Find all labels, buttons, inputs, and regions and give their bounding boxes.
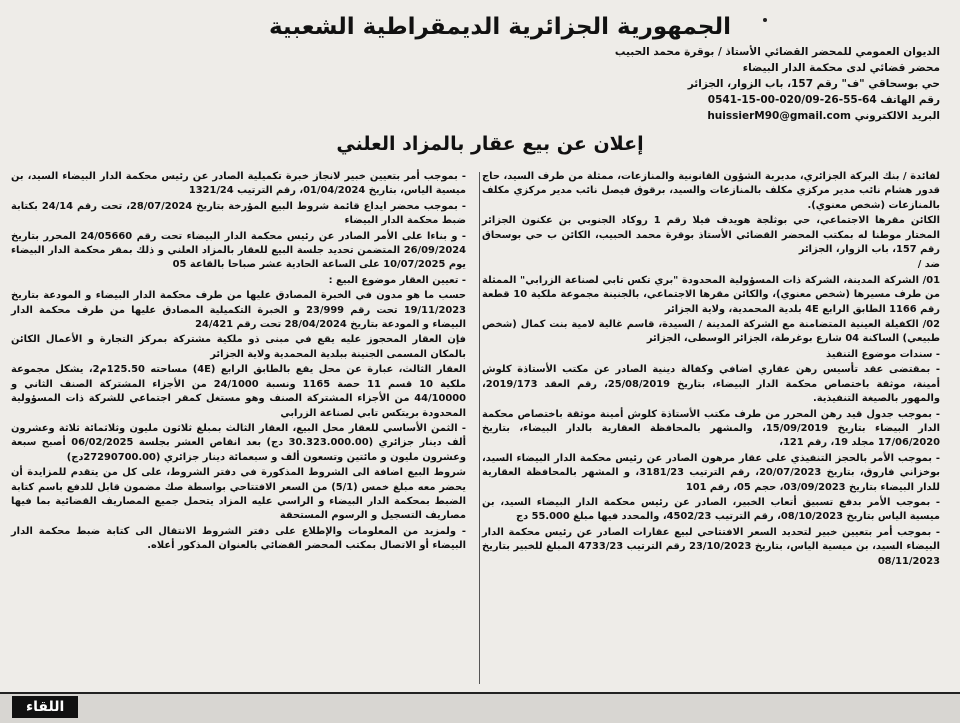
paragraph: - بموجب الأمر بدفع تسبيق أتعاب الخبير، الصادر عن رئيس محكمة الدار البيضاء السيد، بن ميسية الياس بتاريخ 08/10/2023، رقم الترتيب 4502/23، والمحدد فيها مبلغ 55.000 دج: [482, 496, 940, 523]
republic-title: الجمهورية الجزائرية الديمقراطية الشعبية: [268, 14, 732, 40]
header-line: محضر قضائي لدى محكمة الدار البيضاء: [742, 62, 940, 74]
paragraph: 02/ الكفيلة العينية المتضامنة مع الشركة المدينة / السيدة، قاسم غالية لامية بنت كمال (شخص طبيعي) الساكنة 04 شارع بوغرطة، الجزائر الوسطى، الجزائر: [482, 319, 940, 345]
paragraph: - تعيين العقار موضوع البيع :: [328, 274, 466, 286]
announcement-title: إعلان عن بيع عقار بالمزاد العلني: [336, 133, 644, 155]
column-divider: [479, 172, 480, 684]
paragraph: فإن العقار المحجوز عليه يقع في مبنى ذو ملكية مشتركة بمركز التجارة و الأعمال الكائن بالمكان المسمى الجنينة ببلدية المحمدية ولاية الجزائر: [11, 334, 466, 360]
paragraph: الكائن مقرها الاجتماعي، حي بوثلجة هويدف فيلا رقم 1 روكاد الجنوبي بن عكنون الجزائر المختار موطنا له بمكتب المحضر القضائي الأستاذ بوقرة محمد الحبيب، الكائن ب حي بوسحاق رقم 157، باب الزوار، الجزائر: [482, 215, 940, 256]
footer-bar: [0, 692, 960, 723]
paragraph: - بموجب أمر بتعيين خبير لانجاز خبرة تكميلية الصادر عن رئيس محكمة الدار البيضاء السيد، بن ميسية الياس، بتاريخ 01/04/2024، رقم الترتيب 1321/24: [11, 171, 466, 197]
paragraph: حسب ما هو مدون في الخبرة المصادق عليها من طرف محكمة الدار البيضاء و المودعة بتاريخ 19/11/2023 تحت رقم 23/999 و الخبرة التكميلية المصادق عليها من طرف محكمة الدار البيضاء و المودعة بتاريخ 28/04/2024 تحت رقم 24/421: [11, 290, 466, 331]
header-line: رقم الهاتف 64-55-26-020/09-00-15-0541: [707, 94, 940, 106]
right-column: [482, 170, 940, 570]
newspaper-tag: اللقاء: [12, 696, 78, 718]
paragraph: العقار الثالث، عبارة عن محل يقع بالطابق الرابع (4E) مساحته 125.50م2، يشكل مجموعة ملكية 10 قسم 11 حصة 1165 ونسبة 24/1000 من الأجزاء المشتركة الصنف الثاني و 44/10000 من الأجزاء المشتركة الصنف وهو مستغل كمقر اجتماعي للشركة ذات المسؤولية المحدودة بريتكس تابي لصناعة الزرابي: [11, 364, 466, 419]
paragraph: ضد /: [917, 259, 940, 271]
paragraph: - بموجب جدول قيد رهن المحرر من طرف مكتب الأستاذة كلوش أمينة موثقة باختصاص محكمة الدار البيضاء بتاريخ 15/09/2019، والمشهر بالمحافظة العقارية بالدار البيضاء، بتاريخ 17/06/2020 مجلد 19، رقم 121،: [482, 408, 940, 449]
paragraph: - ولمزيد من المعلومات والإطلاع على دفتر الشروط الانتقال الى كتابة ضبط محكمة الدار البيضاء أو الاتصال بمكتب المحضر القضائي بالعنوان المذكور أعلاه.: [11, 525, 466, 552]
paragraph: شروط البيع اضافة الى الشروط المذكورة في دفتر الشروط، على كل من يتقدم للمزايدة أن يحضر معه مبلغ خمس (5/1) من السعر الافتتاحي بواسطة صك مضمون قابل للدفع باسم كتابة الضبط بمحكمة الدار البيضاء و الراسي عليه المزاد يتحمل جميع المصاريف القضائية بما فيها مصاريف التسجيل و الرسوم المستحقة: [11, 467, 466, 522]
header-line: الديوان العمومي للمحضر القضائي الأستاذ / بوقرة محمد الحبيب: [614, 46, 940, 58]
paragraph: - بمقتضى عقد تأسيس رهن عقاري اضافي وكفالة دينية الصادر عن مكتب الأستاذة كلوش أمينة، موثقة باختصاص محكمة الدار البيضاء، بتاريخ 25/08/2019، رقم العقد 2019/173، والمهور بالصيغة التنفيذية.: [482, 364, 940, 405]
bailiff-header: [380, 44, 940, 124]
header-line: حي بوسحاقي "ف" رقم 157، باب الزوار، الجزائر: [687, 78, 940, 90]
left-column: [11, 170, 466, 555]
paragraph: - و بناءا على الأمر الصادر عن رئيس محكمة الدار البيضاء تحت رقم 24/05660 المحرر بتاريخ 26/09/2024 المتضمن تحديد جلسة البيع للعقار بالمزاد العلني و ذلك بمقر محكمة الدار البيضاء يوم 10/07/2025 على الساعة الحادية عشر صباحا بالقاعة 05: [11, 230, 466, 271]
paragraph: - بموجب الأمر بالحجز التنفيذي على عقار مرهون الصادر عن رئيس محكمة الدار البيضاء السيد، بوخزاني فاروق، بتاريخ 20/07/2023، رقم الترتيب 3181/23، و المشهر بالمحافظة العقارية للدار البيضاء بتاريخ 03/09/2023، حجم 05، رقم 101: [482, 452, 941, 493]
paragraph: - سندات موضوع التنفيذ: [826, 348, 940, 360]
paragraph: 01/ الشركة المدينة، الشركة ذات المسؤولية المحدودة "بري تكس تابي لصناعة الزرابي" الممثلة من طرف مسيرها (شخص معنوي)، والكائن مقرها الاجتماعي، بالجنينة مجموعة ملكية 10 قطعة رقم 1166 الطابق الرابع 4E بلدية المحمدية، ولاية الجزائر: [482, 274, 940, 315]
header-line: البريد الالكتروني huissierM90@gmail.com: [707, 110, 940, 122]
paragraph: - بموجب محضر ايداع قائمة شروط البيع المؤرخة بتاريخ 28/07/2024، تحت رقم 24/14 بكتابة ضبط محكمة الدار البيضاء: [11, 200, 466, 227]
paragraph: - الثمن الأساسي للعقار محل البيع، العقار الثالث بمبلغ ثلاثون مليون وثلاثمائة ثلاثة وعشرون ألف دينار جزائري (30.323.000.00 دج) بعد انقاص العشر بجلسة 06/02/2025 أصبح سبعة وعشرون مليون و مائتين وتسعون ألف و سبعمائة دينار جزائري (27290700.00دج): [11, 422, 466, 463]
paragraph: - بموجب أمر بتعيين خبير لتحديد السعر الافتتاحي لبيع عقارات الصادر عن رئيس محكمة الدار البيضاء السيد، بن ميسية الياس، بتاريخ 23/10/2023 رقم الترتيب 4733/23 المبلغ للخبير بتاريخ 08/11/2023: [482, 526, 940, 567]
paragraph: لفائدة / بنك البركة الجزائري، مديرية الشؤون القانونية والمنازعات، ممثلة من طرف السيد، حاج قدور هشام نائب مدير مركزي مكلف بالمنازعات والسيد، برقوق فيصل نائب مدير مركزي مكلف بالمنازعات (شخص معنوي).: [482, 171, 940, 211]
